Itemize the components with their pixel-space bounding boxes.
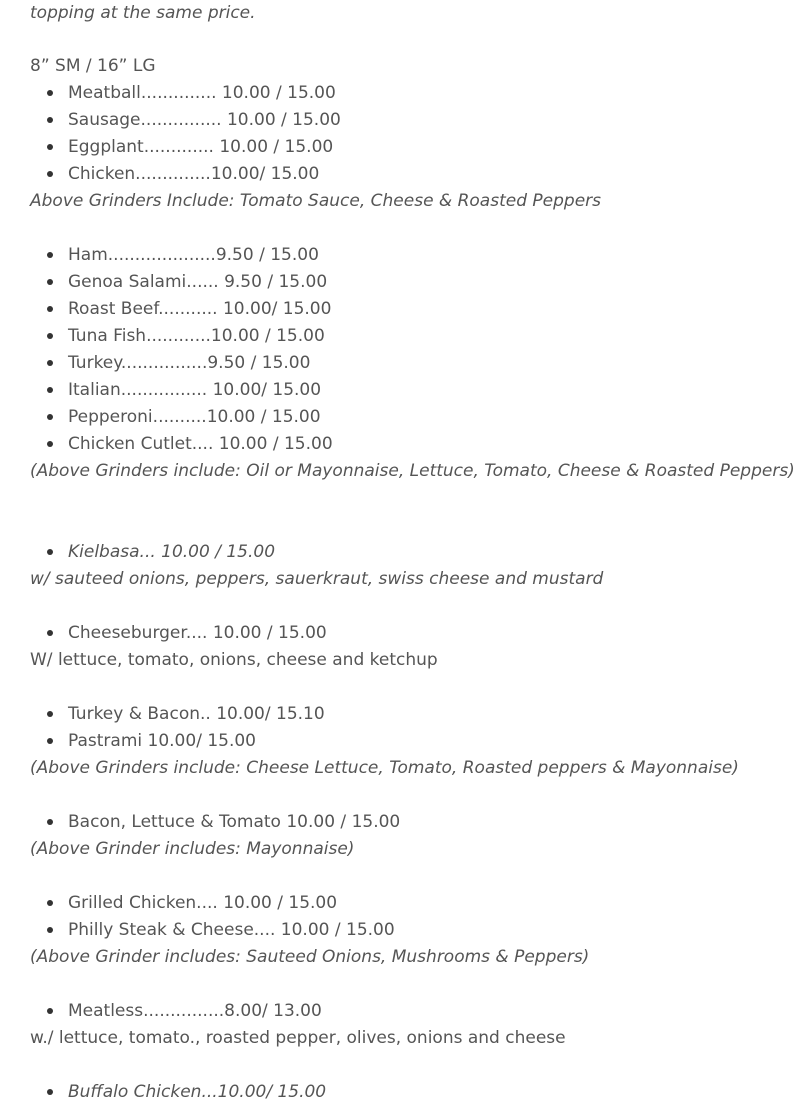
group-note: w/ sauteed onions, peppers, sauerkraut, swiss cheese and mustard: [30, 569, 604, 589]
bullet-icon: [47, 252, 53, 258]
menu-item-chicken: Chicken..............10.00/ 15.00: [68, 164, 320, 184]
bullet-icon: [47, 387, 53, 393]
menu-item-eggplant: Eggplant............. 10.00 / 15.00: [68, 137, 334, 157]
menu-item-sausage: Sausage............... 10.00 / 15.00: [68, 110, 341, 130]
intro-text: topping at the same price.: [30, 3, 256, 23]
menu-item-pepperoni: Pepperoni..........10.00 / 15.00: [68, 407, 321, 427]
bullet-icon: [47, 549, 53, 555]
size-header: 8” SM / 16” LG: [30, 56, 156, 76]
bullet-icon: [47, 711, 53, 717]
menu-item-roast-beef: Roast Beef........... 10.00/ 15.00: [68, 299, 332, 319]
group-note: (Above Grinders include: Oil or Mayonnaise, Lettuce, Tomato, Cheese & Roasted Peppers): [30, 461, 795, 481]
menu-item-chicken-cutlet: Chicken Cutlet.... 10.00 / 15.00: [68, 434, 333, 454]
menu-item-turkey: Turkey................9.50 / 15.00: [68, 353, 311, 373]
group-note: w./ lettuce, tomato., roasted pepper, olives, onions and cheese: [30, 1028, 566, 1048]
bullet-icon: [47, 117, 53, 123]
bullet-icon: [47, 144, 53, 150]
bullet-icon: [47, 630, 53, 636]
menu-item-meatball: Meatball.............. 10.00 / 15.00: [68, 83, 336, 103]
bullet-icon: [47, 333, 53, 339]
menu-item-philly-steak: Philly Steak & Cheese.... 10.00 / 15.00: [68, 920, 395, 940]
bullet-icon: [47, 927, 53, 933]
group-note: (Above Grinders include: Cheese Lettuce, Tomato, Roasted peppers & Mayonnaise): [30, 758, 739, 778]
bullet-icon: [47, 1008, 53, 1014]
menu-item-turkey-bacon: Turkey & Bacon.. 10.00/ 15.10: [68, 704, 325, 724]
menu-item-blt: Bacon, Lettuce & Tomato 10.00 / 15.00: [68, 812, 401, 832]
menu-item-ham: Ham....................9.50 / 15.00: [68, 245, 319, 265]
menu-item-genoa-salami: Genoa Salami...... 9.50 / 15.00: [68, 272, 328, 292]
bullet-icon: [47, 90, 53, 96]
menu-item-cheeseburger: Cheeseburger.... 10.00 / 15.00: [68, 623, 327, 643]
menu-item-kielbasa: Kielbasa... 10.00 / 15.00: [68, 542, 276, 562]
bullet-icon: [47, 1089, 53, 1095]
bullet-icon: [47, 738, 53, 744]
group-note: Above Grinders Include: Tomato Sauce, Cheese & Roasted Peppers: [30, 191, 601, 211]
group-note: (Above Grinder includes: Mayonnaise): [30, 839, 355, 859]
bullet-icon: [47, 306, 53, 312]
bullet-icon: [47, 171, 53, 177]
menu-item-tuna-fish: Tuna Fish............10.00 / 15.00: [68, 326, 325, 346]
bullet-icon: [47, 279, 53, 285]
bullet-icon: [47, 900, 53, 906]
menu-item-grilled-chicken: Grilled Chicken.... 10.00 / 15.00: [68, 893, 338, 913]
menu-item-pastrami: Pastrami 10.00/ 15.00: [68, 731, 256, 751]
menu-item-meatless: Meatless...............8.00/ 13.00: [68, 1001, 322, 1021]
group-note: W/ lettuce, tomato, onions, cheese and ketchup: [30, 650, 438, 670]
bullet-icon: [47, 414, 53, 420]
menu-item-italian: Italian................ 10.00/ 15.00: [68, 380, 322, 400]
bullet-icon: [47, 441, 53, 447]
menu-item-buffalo-chicken: Buffalo Chicken...10.00/ 15.00: [68, 1082, 327, 1102]
bullet-icon: [47, 819, 53, 825]
bullet-icon: [47, 360, 53, 366]
group-note: (Above Grinder includes: Sauteed Onions, Mushrooms & Peppers): [30, 947, 590, 967]
